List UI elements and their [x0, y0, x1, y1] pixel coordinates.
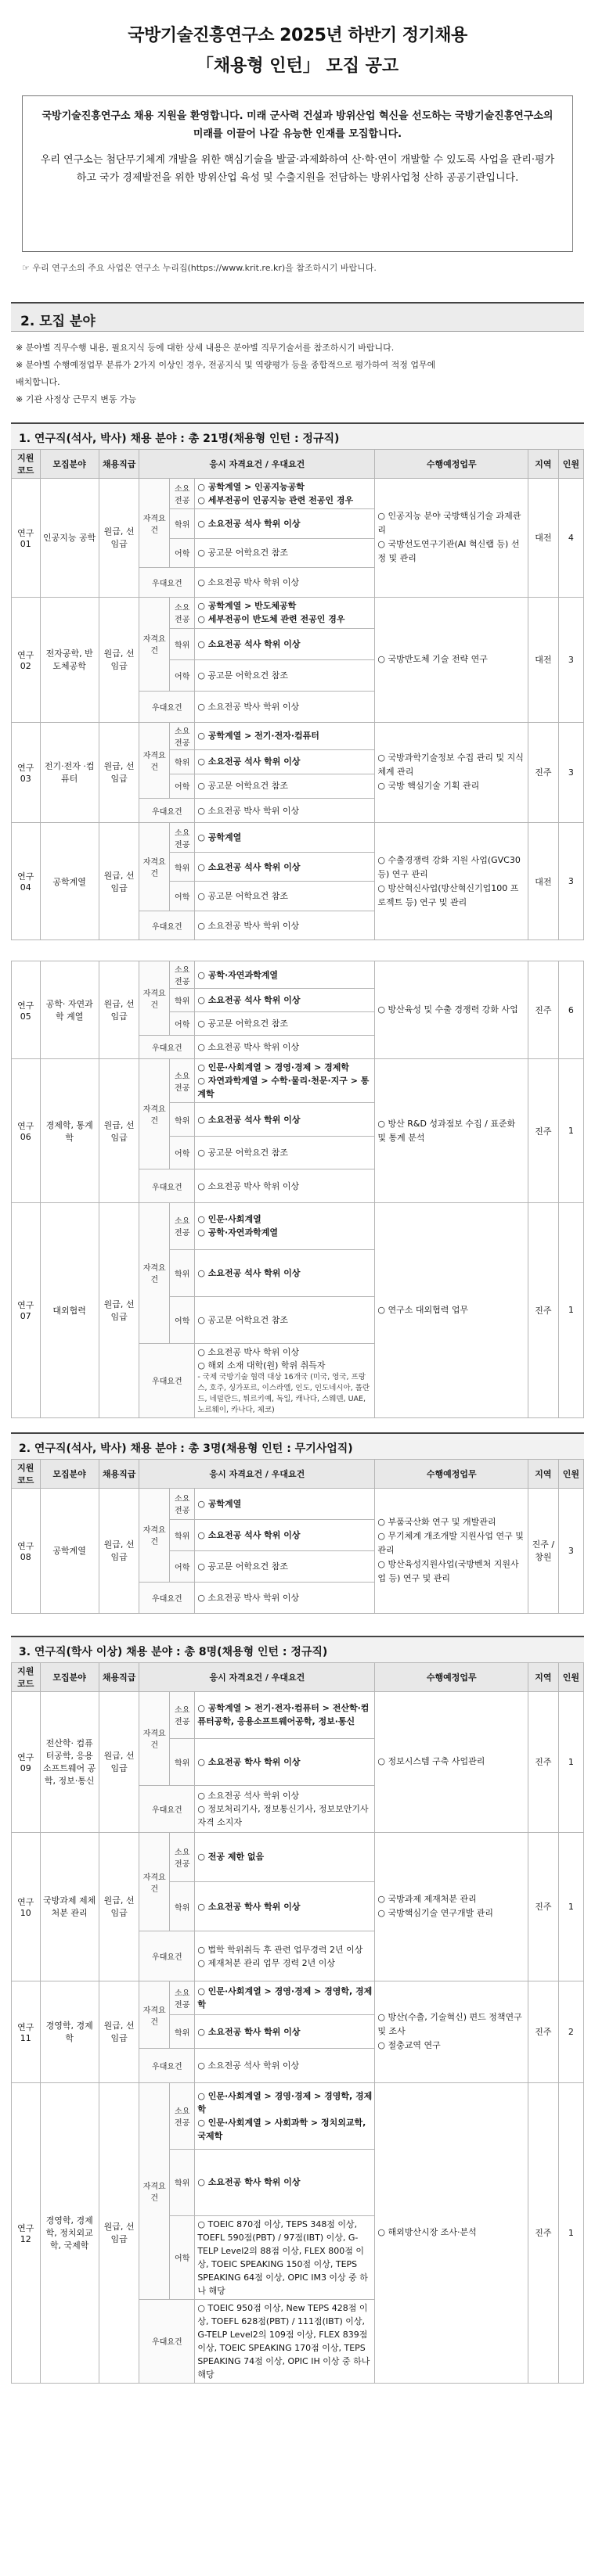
table-row — [12, 479, 584, 509]
note-line: ※ 기관 사정상 근무지 변동 가능 — [16, 394, 137, 404]
degree-requirement: ○ 소요전공 석사 학위 이상 — [195, 749, 375, 774]
rank: 원급, 선임급 — [99, 823, 139, 940]
column-header-region: 지역 — [528, 1662, 559, 1691]
degree-label: 학위 — [170, 749, 195, 774]
table-row — [12, 597, 584, 628]
degree-requirement: ○ 소요전공 석사 학위 이상 — [195, 509, 375, 539]
language-requirement: ○ 공고문 어학요건 참조 — [195, 1136, 375, 1169]
headcount: 1 — [558, 2082, 583, 2383]
support-code: 연구 11 — [12, 1981, 41, 2082]
rank: 원급, 선임급 — [99, 597, 139, 722]
planned-duty: ○ 국방반도체 기술 전략 연구 — [375, 597, 528, 722]
degree-requirement: ○ 소요전공 석사 학위 이상 — [195, 628, 375, 659]
region: 대전 — [528, 479, 559, 598]
field-name: 대외협력 — [40, 1202, 99, 1417]
major-label: 소요전공 — [170, 1691, 195, 1738]
degree-label: 학위 — [170, 2149, 195, 2215]
region: 진주 — [528, 2082, 559, 2383]
language-label: 어학 — [170, 2215, 195, 2299]
degree-requirement: ○ 소요전공 학사 학위 이상 — [195, 1882, 375, 1931]
preference-text: ○ 소요전공 박사 학위 이상 — [197, 577, 300, 587]
major-requirement: ○ 인문·사회계열 > 경영·경제 > 경제학 ○ 자연과학계열 > 수학·물리·천문·지구 > 통계학 — [195, 1059, 375, 1103]
degree-label: 학위 — [170, 1738, 195, 1785]
planned-duty: ○ 방산육성 및 수출 경쟁력 강화 사업 — [375, 961, 528, 1059]
recruitment-table — [11, 1662, 584, 2384]
degree-requirement: ○ 소요전공 학사 학위 이상 — [195, 1738, 375, 1785]
column-header-code: 지원코드 — [12, 450, 41, 479]
recruitment-table — [11, 1459, 584, 1614]
headcount: 1 — [558, 1832, 583, 1981]
table-header-row — [12, 1459, 584, 1488]
column-header-count: 인원 — [558, 450, 583, 479]
table-row — [12, 1981, 584, 2014]
table-row — [12, 2082, 584, 2149]
major-label: 소요전공 — [170, 1488, 195, 1519]
preference-label: 우대요건 — [139, 1036, 195, 1059]
preference-requirement — [195, 911, 375, 940]
region: 진주 — [528, 722, 559, 823]
preference-note: - 국제 국방기술 협력 대상 16개국 (미국, 영국, 프랑스, 호주, 싱가포르, 이스라엘, 인도, 인도네시아, 폴란드, 네덜란드, 튀르키예, 독일, 캐나다, 스웨덴, UAE, 노르웨이, 카나다, 체코) — [197, 1372, 370, 1414]
preference-label: 우대요건 — [139, 1785, 195, 1832]
preference-text: ○ 소요전공 석사 학위 이상 — [197, 2060, 300, 2071]
preference-text: ○ 소요전공 박사 학위 이상 — [197, 701, 300, 712]
region: 진주 / 창원 — [528, 1488, 559, 1613]
preference-text: ○ 소요전공 박사 학위 이상 — [197, 1180, 300, 1191]
requirement-label: 자격요건 — [139, 1981, 170, 2049]
major-requirement: ○ 공학계열 — [195, 823, 375, 853]
degree-requirement: ○ 소요전공 석사 학위 이상 — [195, 852, 375, 882]
headcount: 1 — [558, 1202, 583, 1417]
language-requirement: ○ 공고문 어학요건 참조 — [195, 882, 375, 911]
support-code: 연구 07 — [12, 1202, 41, 1417]
requirement-label: 자격요건 — [139, 823, 170, 911]
requirement-label: 자격요건 — [139, 479, 170, 568]
degree-requirement: ○ 소요전공 학사 학위 이상 — [195, 2149, 375, 2215]
region: 진주 — [528, 1691, 559, 1832]
language-requirement: ○ 공고문 어학요건 참조 — [195, 1296, 375, 1343]
preference-text: ○ 법학 학위취득 후 관련 업무경력 2년 이상 ○ 제재처분 관리 업무 경력 2년 이상 — [197, 1944, 363, 1968]
language-requirement: ○ 공고문 어학요건 참조 — [195, 659, 375, 691]
rank: 원급, 선임급 — [99, 479, 139, 598]
language-label: 어학 — [170, 538, 195, 568]
degree-requirement: ○ 소요전공 석사 학위 이상 — [195, 1519, 375, 1550]
field-name: 공학· 자연과학 계열 — [40, 961, 99, 1059]
degree-label: 학위 — [170, 1249, 195, 1296]
preference-requirement — [195, 2049, 375, 2082]
table-header-row — [12, 1662, 584, 1691]
preference-text: ○ 소요전공 박사 학위 이상 — [197, 920, 300, 931]
requirement-label: 자격요건 — [139, 961, 170, 1036]
headcount: 1 — [558, 1691, 583, 1832]
preference-label: 우대요건 — [139, 911, 195, 940]
title-line-2: 「채용형 인턴」 모집 공고 — [196, 56, 399, 76]
planned-duty: ○ 수출경쟁력 강화 지원 사업(GVC30 등) 연구 관리 ○ 방산혁신사업(방산혁신기업100 프로젝트 등) 연구 및 관리 — [375, 823, 528, 940]
preference-label: 우대요건 — [139, 2299, 195, 2383]
degree-label: 학위 — [170, 509, 195, 539]
support-code: 연구 09 — [12, 1691, 41, 1832]
preference-text: ○ 소요전공 박사 학위 이상 — [197, 805, 300, 816]
headcount: 3 — [558, 597, 583, 722]
language-label: 어학 — [170, 1012, 195, 1036]
column-header-field: 모집분야 — [40, 1662, 99, 1691]
major-requirement: ○ 공학계열 > 반도체공학 ○ 세부전공이 반도체 관련 전공인 경우 — [195, 597, 375, 628]
preference-label: 우대요건 — [139, 691, 195, 722]
degree-label: 학위 — [170, 852, 195, 882]
table-row — [12, 823, 584, 853]
region: 진주 — [528, 1981, 559, 2082]
rank: 원급, 선임급 — [99, 1832, 139, 1981]
language-requirement: ○ 공고문 어학요건 참조 — [195, 774, 375, 798]
degree-requirement: ○ 소요전공 석사 학위 이상 — [195, 1103, 375, 1137]
degree-requirement: ○ 소요전공 석사 학위 이상 — [195, 1249, 375, 1296]
degree-requirement: ○ 소요전공 석사 학위 이상 — [195, 989, 375, 1012]
requirement-label: 자격요건 — [139, 1488, 170, 1582]
intro-box — [22, 95, 573, 252]
support-code: 연구 05 — [12, 961, 41, 1059]
rank: 원급, 선임급 — [99, 1691, 139, 1832]
major-requirement: ○ 공학·자연과학계열 — [195, 961, 375, 989]
language-requirement: ○ 공고문 어학요건 참조 — [195, 538, 375, 568]
language-label: 어학 — [170, 882, 195, 911]
region: 대전 — [528, 597, 559, 722]
degree-label: 학위 — [170, 628, 195, 659]
region: 대전 — [528, 823, 559, 940]
planned-duty: ○ 국방과학기술정보 수집 관리 및 지식체계 관리 ○ 국방 핵심기술 기획 관리 — [375, 722, 528, 823]
preference-text: ○ 소요전공 박사 학위 이상 — [197, 1042, 300, 1053]
table-1-title: 1. 연구직(석사, 박사) 채용 분야 : 총 21명(채용형 인턴 : 정규직) — [11, 422, 584, 449]
table-row — [12, 1059, 584, 1103]
language-label: 어학 — [170, 1136, 195, 1169]
major-label: 소요전공 — [170, 597, 195, 628]
major-requirement: ○ 공학계열 > 전기·전자·컴퓨터 — [195, 722, 375, 749]
region: 진주 — [528, 961, 559, 1059]
major-label: 소요전공 — [170, 1059, 195, 1103]
table-row — [12, 961, 584, 989]
planned-duty: ○ 정보시스템 구축 사업관리 — [375, 1691, 528, 1832]
support-code: 연구 03 — [12, 722, 41, 823]
column-header-rank: 채용직급 — [99, 450, 139, 479]
field-name: 전기·전자 ·컴퓨터 — [40, 722, 99, 823]
planned-duty: ○ 인공지능 분야 국방핵심기술 과제관리 ○ 국방선도연구기관(AI 혁신랩 등) 선정 및 관리 — [375, 479, 528, 598]
major-label: 소요전공 — [170, 479, 195, 509]
support-code: 연구 01 — [12, 479, 41, 598]
column-header-region: 지역 — [528, 1459, 559, 1488]
language-requirement: ○ 공고문 어학요건 참조 — [195, 1012, 375, 1036]
headcount: 4 — [558, 479, 583, 598]
support-code: 연구 10 — [12, 1832, 41, 1981]
field-name: 인공지능 공학 — [40, 479, 99, 598]
rank: 원급, 선임급 — [99, 961, 139, 1059]
preference-label: 우대요건 — [139, 1343, 195, 1417]
requirement-label: 자격요건 — [139, 1832, 170, 1931]
preference-label: 우대요건 — [139, 1931, 195, 1981]
language-requirement: ○ TOEIC 870점 이상, TEPS 348점 이상, TOEFL 590점(PBT) / 97점(IBT) 이상, G-TELP Level2의 88점 이상, FLEX 800점 이상, TOEIC SPEAKING 150점 이상, TEPS SPEAKING 64점 이상, OPIC IM3 이상 중 하나 해당 — [195, 2215, 375, 2299]
column-header-code: 지원코드 — [12, 1662, 41, 1691]
section-title: 2. 모집 분야 — [11, 302, 584, 332]
preference-requirement — [195, 799, 375, 823]
note-line: 배치합니다. — [16, 377, 60, 387]
major-requirement: ○ 인문·사회계열 > 경영·경제 > 경영학, 경제학 ○ 인문·사회계열 > 사회과학 > 정치외교학, 국제학 — [195, 2082, 375, 2149]
preference-label: 우대요건 — [139, 1169, 195, 1203]
note-line: ※ 분야별 직무수행 내용, 필요지식 등에 대한 상세 내용은 분야별 직무기술서를 참조하시기 바랍니다. — [16, 343, 395, 353]
support-code: 연구 02 — [12, 597, 41, 722]
field-name: 공학계열 — [40, 1488, 99, 1613]
planned-duty: ○ 방산 R&D 성과점보 수집 / 표준화 및 통계 분석 — [375, 1059, 528, 1203]
major-requirement: ○ 전공 제한 없음 — [195, 1832, 375, 1881]
headcount: 6 — [558, 961, 583, 1059]
table-row — [12, 1832, 584, 1881]
recruitment-table — [11, 961, 584, 1418]
preference-requirement — [195, 1582, 375, 1613]
rank: 원급, 선임급 — [99, 1488, 139, 1613]
field-name: 국방과제 제체처분 관리 — [40, 1832, 99, 1981]
column-header-field: 모집분야 — [40, 1459, 99, 1488]
headcount: 2 — [558, 1981, 583, 2082]
preference-label: 우대요건 — [139, 568, 195, 598]
table-3-title: 3. 연구직(학사 이상) 채용 분야 : 총 8명(채용형 인턴 : 정규직) — [11, 1636, 584, 1662]
table-2 — [11, 1459, 584, 1614]
title-line-1: 국방기술진흥연구소 2025년 하반기 정기채용 — [128, 26, 467, 45]
rank: 원급, 선임급 — [99, 2082, 139, 2383]
planned-duty: ○ 연구소 대외협력 업무 — [375, 1202, 528, 1417]
preference-label: 우대요건 — [139, 2049, 195, 2082]
language-label: 어학 — [170, 1550, 195, 1582]
field-name: 경제학, 통계학 — [40, 1059, 99, 1203]
support-code: 연구 04 — [12, 823, 41, 940]
field-name: 경영학, 경제학, 정치외교학, 국제학 — [40, 2082, 99, 2383]
column-header-duty: 수행예정업무 — [375, 1459, 528, 1488]
degree-requirement: ○ 소요전공 학사 학위 이상 — [195, 2015, 375, 2049]
rank: 원급, 선임급 — [99, 1981, 139, 2082]
degree-label: 학위 — [170, 1519, 195, 1550]
intro-paragraph-1: 국방기술진흥연구소 채용 지원을 환영합니다. 미래 군사력 건설과 방위산업 혁신을 선도하는 국방기술진흥연구소의 미래를 이끌어 나갈 유능한 인재를 모집합니다. — [41, 110, 554, 140]
requirement-label: 자격요건 — [139, 1691, 170, 1785]
major-label: 소요전공 — [170, 961, 195, 989]
note-line: ※ 분야별 수행예정업무 분류가 2가지 이상인 경우, 전공지식 및 역량평가 등을 종합적으로 평가하여 적정 업무에 — [16, 360, 436, 370]
major-label: 소요전공 — [170, 2082, 195, 2149]
requirement-label: 자격요건 — [139, 722, 170, 799]
support-code: 연구 12 — [12, 2082, 41, 2383]
preference-requirement — [195, 691, 375, 722]
preference-text: ○ 소요전공 박사 학위 이상 ○ 해외 소재 대학(원) 학위 취득자 — [197, 1346, 326, 1371]
field-name: 전산학· 컴퓨터공학, 응용 소프트웨어 공학, 정보·통신 — [40, 1691, 99, 1832]
headcount: 3 — [558, 823, 583, 940]
column-header-duty: 수행예정업무 — [375, 450, 528, 479]
requirement-label: 자격요건 — [139, 1202, 170, 1343]
column-header-rank: 채용직급 — [99, 1662, 139, 1691]
table-1-continued — [11, 961, 584, 1418]
field-name: 경영학, 경제학 — [40, 1981, 99, 2082]
major-label: 소요전공 — [170, 1832, 195, 1881]
degree-label: 학위 — [170, 989, 195, 1012]
major-requirement: ○ 공학계열 — [195, 1488, 375, 1519]
major-requirement: ○ 인문·사회계열 > 경영·경제 > 경영학, 경제학 — [195, 1981, 375, 2014]
language-label: 어학 — [170, 1296, 195, 1343]
column-header-code: 지원코드 — [12, 1459, 41, 1488]
planned-duty: ○ 국방과제 제재처분 관리 ○ 국방핵심기술 연구개발 관리 — [375, 1832, 528, 1981]
preference-text: ○ 소요전공 박사 학위 이상 — [197, 1592, 300, 1603]
column-header-cond: 응시 자격요건 / 우대요건 — [139, 450, 375, 479]
major-label: 소요전공 — [170, 1202, 195, 1249]
table-row — [12, 1202, 584, 1249]
preference-requirement — [195, 568, 375, 598]
table-row — [12, 1488, 584, 1519]
preference-requirement — [195, 2299, 375, 2383]
major-requirement: ○ 공학계열 > 전기·전자·컴퓨터 > 전산학·컴퓨터공학, 응용소프트웨어공학, 정보·통신 — [195, 1691, 375, 1738]
field-name: 공학계열 — [40, 823, 99, 940]
headcount: 3 — [558, 722, 583, 823]
column-header-field: 모집분야 — [40, 450, 99, 479]
intro-paragraph-2: 우리 연구소는 첨단무기체계 개발을 위한 핵심기술을 발굴·과제화하여 산·학·연이 개발할 수 있도록 사업을 관리·평가하고 국가 경제발전을 위한 방위산업 육성 및 수출지원을 전담하는 방위사업청 산하 공공기관입니다. — [40, 154, 555, 184]
preference-text: ○ 소요전공 석사 학위 이상 ○ 정보처리기사, 정보통신기사, 정보보안기사 자격 소지자 — [197, 1790, 369, 1827]
rank: 원급, 선임급 — [99, 1059, 139, 1203]
requirement-label: 자격요건 — [139, 1059, 170, 1169]
region: 진주 — [528, 1202, 559, 1417]
preference-label: 우대요건 — [139, 1582, 195, 1613]
planned-duty: ○ 부품국산화 연구 및 개발관리 ○ 무기체계 개조개발 지원사업 연구 및 관리 ○ 방산육성지원사업(국방벤처 지원사업 등) 연구 및 관리 — [375, 1488, 528, 1613]
requirement-label: 자격요건 — [139, 597, 170, 691]
column-header-cond: 응시 자격요건 / 우대요건 — [139, 1662, 375, 1691]
language-label: 어학 — [170, 659, 195, 691]
preference-text: ○ TOEIC 950점 이상, New TEPS 428점 이상, TOEFL 628점(PBT) / 111점(IBT) 이상, G-TELP Level2의 109점 이상, FLEX 839점 이상, TOEIC SPEAKING 170점 이상, TEPS SPEAKING 74점 이상, OPIC IH 이상 중 하나 해당 — [197, 2302, 370, 2380]
support-code: 연구 06 — [12, 1059, 41, 1203]
column-header-cond: 응시 자격요건 / 우대요건 — [139, 1459, 375, 1488]
degree-label: 학위 — [170, 1882, 195, 1931]
preference-requirement — [195, 1169, 375, 1203]
column-header-region: 지역 — [528, 450, 559, 479]
column-header-count: 인원 — [558, 1662, 583, 1691]
rank: 원급, 선임급 — [99, 722, 139, 823]
region: 진주 — [528, 1059, 559, 1203]
table-row — [12, 1691, 584, 1738]
section-notes — [16, 340, 579, 408]
headcount: 1 — [558, 1059, 583, 1203]
preference-requirement — [195, 1343, 375, 1417]
notice-title — [11, 0, 584, 77]
major-requirement: ○ 인문·사회계열 ○ 공학·자연과학계열 — [195, 1202, 375, 1249]
headcount: 3 — [558, 1488, 583, 1613]
major-label: 소요전공 — [170, 722, 195, 749]
column-header-duty: 수행예정업무 — [375, 1662, 528, 1691]
major-label: 소요전공 — [170, 823, 195, 853]
language-label: 어학 — [170, 774, 195, 798]
column-header-count: 인원 — [558, 1459, 583, 1488]
language-requirement: ○ 공고문 어학요건 참조 — [195, 1550, 375, 1582]
region: 진주 — [528, 1832, 559, 1981]
column-header-rank: 채용직급 — [99, 1459, 139, 1488]
degree-label: 학위 — [170, 1103, 195, 1137]
degree-label: 학위 — [170, 2015, 195, 2049]
table-3 — [11, 1662, 584, 2384]
planned-duty: ○ 방산(수출, 기술혁신) 편드 정책연구 및 조사 ○ 절충교역 연구 — [375, 1981, 528, 2082]
table-header-row — [12, 450, 584, 479]
preference-label: 우대요건 — [139, 799, 195, 823]
website-note: ☞ 우리 연구소의 주요 사업은 연구소 누리집(https://www.krit.re.kr)을 참조하시기 바랍니다. — [22, 263, 377, 273]
support-code: 연구 08 — [12, 1488, 41, 1613]
rank: 원급, 선임급 — [99, 1202, 139, 1417]
requirement-label: 자격요건 — [139, 2082, 170, 2299]
recruitment-table — [11, 449, 584, 940]
preference-requirement — [195, 1785, 375, 1832]
planned-duty: ○ 해외방산시장 조사·분석 — [375, 2082, 528, 2383]
table-2-title: 2. 연구직(석사, 박사) 채용 분야 : 총 3명(채용형 인턴 : 무기사업직) — [11, 1432, 584, 1459]
major-requirement: ○ 공학계열 > 인공지능공학 ○ 세부전공이 인공지능 관련 전공인 경우 — [195, 479, 375, 509]
field-name: 전자공학, 반도체공학 — [40, 597, 99, 722]
table-row — [12, 722, 584, 749]
preference-requirement — [195, 1036, 375, 1059]
table-1 — [11, 449, 584, 940]
major-label: 소요전공 — [170, 1981, 195, 2014]
preference-requirement — [195, 1931, 375, 1981]
